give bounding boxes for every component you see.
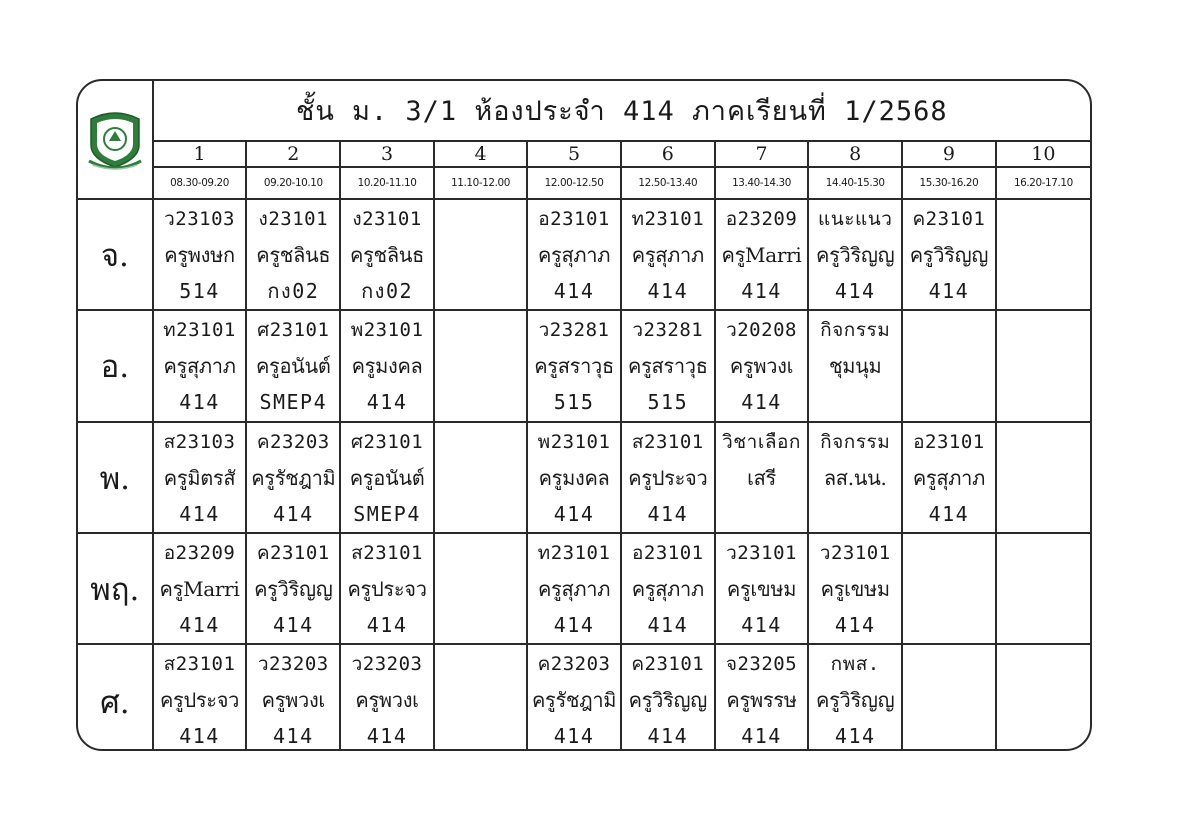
teacher-name — [435, 682, 526, 718]
period-number: 9 — [902, 141, 996, 167]
timetable-cell — [434, 199, 527, 310]
subject-code: ส23101 — [631, 431, 704, 453]
room-number: 414 — [647, 279, 689, 303]
teacher-name: ครูมงคล — [351, 354, 423, 378]
day-row — [78, 422, 1090, 533]
timetable-cell — [808, 644, 902, 751]
room-number: 414 — [366, 724, 408, 748]
subject-code — [903, 312, 995, 348]
teacher-name — [903, 682, 995, 718]
logo-cell — [78, 81, 153, 199]
teacher-name — [997, 348, 1090, 384]
subject-code: ส23101 — [163, 653, 236, 675]
timetable-cell — [621, 422, 715, 533]
teacher-name: ครูพวงเ — [355, 688, 419, 712]
timetable-cell — [902, 422, 996, 533]
teacher-name: ครูมงคล — [538, 466, 610, 490]
room-number: 414 — [179, 390, 220, 414]
teacher-name: ลส.นน. — [823, 466, 887, 490]
room-number: SMEP4 — [353, 502, 421, 526]
subject-code: อ23209 — [163, 542, 236, 564]
subject-code: กิจกรรม — [820, 319, 891, 341]
timetable-cell — [808, 422, 902, 533]
day-label: จ. — [78, 199, 153, 310]
room-number — [809, 496, 901, 532]
teacher-name: ครูสุภาภ — [631, 577, 704, 601]
teacher-name: ครูรัชฎามิ — [531, 688, 617, 712]
teacher-name: ครูวิริญญ — [628, 688, 707, 712]
room-number: 414 — [741, 613, 782, 637]
room-number — [997, 607, 1090, 643]
subject-code — [435, 535, 526, 571]
teacher-name: ชุมนุม — [829, 354, 882, 378]
teacher-name — [435, 237, 526, 273]
subject-code: อ23101 — [913, 431, 985, 453]
room-number: 414 — [928, 279, 970, 303]
room-number: กง02 — [361, 279, 414, 303]
room-number: 514 — [179, 279, 220, 303]
timetable-cell — [996, 422, 1090, 533]
timetable-grid — [78, 81, 1090, 751]
timetable-cell — [246, 422, 340, 533]
room-number: 414 — [272, 502, 314, 526]
timetable-cell — [808, 533, 902, 644]
teacher-name: ครูMarri — [721, 243, 802, 267]
room-number: 414 — [553, 724, 595, 748]
teacher-name: ครูรัชฎามิ — [251, 466, 336, 490]
period-time: 08.30-09.20 — [153, 167, 247, 199]
subject-code: พ23101 — [350, 319, 424, 341]
subject-code — [435, 201, 526, 237]
day-label: พฤ. — [78, 533, 153, 644]
subject-code — [997, 535, 1090, 571]
timetable-cell — [808, 199, 902, 310]
period-time: 12.00-12.50 — [527, 167, 621, 199]
room-number: 414 — [647, 502, 689, 526]
timetable-cell — [527, 644, 621, 751]
timetable-cell — [340, 422, 434, 533]
room-number — [716, 496, 808, 532]
subject-code: ส23101 — [351, 542, 423, 564]
room-number: 414 — [647, 613, 689, 637]
room-number: 414 — [179, 502, 220, 526]
period-time: 15.30-16.20 — [902, 167, 996, 199]
teacher-name: ครูสุภาภ — [163, 354, 236, 378]
period-number: 8 — [808, 141, 902, 167]
timetable-cell — [715, 422, 809, 533]
teacher-name: ครูประจว — [159, 688, 240, 712]
room-number — [435, 273, 526, 309]
period-time: 13.40-14.30 — [715, 167, 809, 199]
room-number: 414 — [834, 613, 876, 637]
timetable-cell — [621, 644, 715, 751]
room-number: 414 — [741, 390, 782, 414]
period-time: 11.10-12.00 — [434, 167, 527, 199]
room-number: 414 — [553, 613, 595, 637]
timetable-cell — [996, 310, 1090, 422]
teacher-name — [435, 571, 526, 607]
timetable-cell — [996, 644, 1090, 751]
teacher-name: ครูวิริญญ — [909, 243, 989, 267]
period-number: 3 — [340, 141, 434, 167]
subject-code: จ23205 — [725, 653, 798, 675]
room-number: SMEP4 — [259, 390, 328, 414]
teacher-name: ครูสุภาภ — [631, 243, 704, 267]
subject-code: ว23101 — [726, 542, 797, 564]
timetable-cell — [153, 310, 247, 422]
period-number: 5 — [527, 141, 621, 167]
teacher-name: ครูวิริญญ — [254, 577, 333, 601]
period-number: 4 — [434, 141, 527, 167]
teacher-name: ครูสุภาภ — [912, 466, 985, 490]
room-number: 414 — [366, 613, 408, 637]
timetable-cell — [434, 310, 527, 422]
teacher-name — [997, 571, 1090, 607]
timetable-cell — [153, 199, 247, 310]
day-label: อ. — [78, 310, 153, 422]
timetable-cell — [527, 533, 621, 644]
timetable-cell — [246, 644, 340, 751]
room-number — [997, 718, 1090, 751]
room-number — [997, 384, 1090, 420]
timetable-cell — [621, 310, 715, 422]
subject-code — [435, 646, 526, 682]
teacher-name — [903, 348, 995, 384]
room-number: 414 — [179, 724, 220, 748]
teacher-name: ครูสราวุธ — [534, 354, 614, 378]
timetable-cell — [340, 310, 434, 422]
room-number: 414 — [366, 390, 408, 414]
teacher-name: ครูพงษก — [164, 243, 235, 267]
day-row — [78, 310, 1090, 422]
teacher-name — [435, 460, 526, 496]
timetable-cell — [527, 422, 621, 533]
room-number: 414 — [928, 502, 970, 526]
room-number — [809, 384, 901, 420]
subject-code: ค23203 — [537, 653, 611, 675]
teacher-name: ครูสราวุธ — [627, 354, 708, 378]
subject-code — [997, 201, 1090, 237]
timetable-cell — [340, 199, 434, 310]
subject-code — [997, 646, 1090, 682]
timetable-cell — [996, 533, 1090, 644]
teacher-name: ครูอนันต์ — [255, 354, 331, 378]
teacher-name — [997, 460, 1090, 496]
timetable-cell — [902, 199, 996, 310]
page-title: ชั้น ม. 3/1 ห้องประจำ 414 ภาคเรียนที่ 1/2568 — [153, 81, 1090, 141]
teacher-name: ครูประจว — [347, 577, 427, 601]
room-number — [435, 496, 526, 532]
timetable-cell — [902, 533, 996, 644]
day-row — [78, 199, 1090, 310]
teacher-name — [997, 682, 1090, 718]
day-label: พ. — [78, 422, 153, 533]
subject-code — [435, 312, 526, 348]
room-number: 414 — [834, 724, 876, 748]
timetable-cell — [246, 310, 340, 422]
room-number — [435, 607, 526, 643]
period-time: 16.20-17.10 — [996, 167, 1090, 199]
room-number: 515 — [553, 390, 595, 414]
teacher-name — [997, 237, 1090, 273]
timetable-sheet — [76, 79, 1092, 751]
subject-code: กพส. — [830, 653, 880, 675]
timetable-cell — [715, 310, 809, 422]
teacher-name: ครูเขษม — [726, 577, 797, 601]
subject-code — [997, 312, 1090, 348]
room-number — [997, 496, 1090, 532]
room-number: 414 — [553, 502, 595, 526]
subject-code: อ23209 — [725, 208, 798, 230]
subject-code: อ23101 — [632, 542, 704, 564]
timetable-cell — [621, 533, 715, 644]
timetable-cell — [902, 310, 996, 422]
timetable-cell — [246, 199, 340, 310]
room-number: 414 — [741, 724, 782, 748]
room-number: กง02 — [267, 279, 320, 303]
period-time: 12.50-13.40 — [621, 167, 715, 199]
subject-code: กิจกรรม — [820, 431, 891, 453]
teacher-name — [435, 348, 526, 384]
subject-code: ง23101 — [258, 208, 329, 230]
timetable-cell — [715, 199, 809, 310]
subject-code: ง23101 — [352, 208, 422, 230]
timetable-cell — [715, 533, 809, 644]
teacher-name: ครูมิตรสั — [163, 466, 236, 490]
subject-code — [997, 424, 1090, 460]
room-number: 414 — [179, 613, 220, 637]
subject-code: ท23101 — [163, 319, 236, 341]
teacher-name: ครูพรรษ — [726, 688, 797, 712]
subject-code — [903, 646, 995, 682]
teacher-name: ครูประจว — [628, 466, 708, 490]
room-number: 414 — [741, 279, 782, 303]
subject-code: ท23101 — [631, 208, 705, 230]
period-number: 6 — [621, 141, 715, 167]
period-number: 10 — [996, 141, 1090, 167]
room-number — [903, 384, 995, 420]
room-number: 515 — [647, 390, 689, 414]
room-number: 414 — [834, 279, 876, 303]
subject-code: ว20208 — [726, 319, 797, 341]
teacher-name: ครูพวงเ — [261, 688, 325, 712]
subject-code: อ23101 — [538, 208, 610, 230]
school-crest-icon — [85, 103, 145, 173]
teacher-name: ครูสุภาภ — [537, 577, 611, 601]
period-number-row — [78, 141, 1090, 167]
period-time: 09.20-10.10 — [246, 167, 340, 199]
teacher-name: ครูอนันต์ — [349, 466, 425, 490]
subject-code: ค23101 — [912, 208, 986, 230]
subject-code: ค23101 — [256, 542, 330, 564]
timetable-cell — [340, 644, 434, 751]
room-number: 414 — [272, 724, 314, 748]
teacher-name: ครูชลินธ — [256, 243, 331, 267]
subject-code: ท23101 — [537, 542, 611, 564]
period-time: 14.40-15.30 — [808, 167, 902, 199]
teacher-name — [903, 571, 995, 607]
timetable-cell — [340, 533, 434, 644]
teacher-name: ครูวิริญญ — [816, 688, 895, 712]
subject-code: ศ23101 — [257, 319, 330, 341]
period-number: 2 — [246, 141, 340, 167]
day-row — [78, 644, 1090, 751]
room-number — [903, 607, 995, 643]
subject-code: แนะแนว — [818, 208, 893, 230]
teacher-name: ครูสุภาภ — [537, 243, 611, 267]
timetable-cell — [808, 310, 902, 422]
timetable-cell — [153, 533, 247, 644]
subject-code: วิชาเลือก — [722, 431, 801, 453]
period-time: 10.20-11.10 — [340, 167, 434, 199]
timetable-cell — [902, 644, 996, 751]
room-number: 414 — [553, 279, 595, 303]
title-row — [78, 81, 1090, 141]
room-number — [435, 384, 526, 420]
subject-code: ว23203 — [257, 653, 329, 675]
timetable-cell — [153, 422, 247, 533]
subject-code: ศ23101 — [350, 431, 424, 453]
teacher-name: ครูวิริญญ — [816, 243, 895, 267]
teacher-name: ครูพวงเ — [729, 354, 794, 378]
subject-code: ว23101 — [819, 542, 891, 564]
timetable-cell — [434, 644, 527, 751]
subject-code — [903, 535, 995, 571]
room-number: 414 — [272, 613, 314, 637]
timetable-cell — [434, 533, 527, 644]
teacher-name: ครูเขษม — [820, 577, 890, 601]
period-number: 7 — [715, 141, 809, 167]
subject-code: ว23281 — [632, 319, 704, 341]
room-number: 414 — [647, 724, 689, 748]
teacher-name: เสรี — [747, 466, 776, 490]
subject-code: ค23203 — [256, 431, 330, 453]
teacher-name: ครูMarri — [159, 577, 240, 601]
subject-code: พ23101 — [537, 431, 611, 453]
timetable-cell — [434, 422, 527, 533]
teacher-name: ครูชลินธ — [350, 243, 425, 267]
subject-code: ว23281 — [538, 319, 610, 341]
timetable-cell — [715, 644, 809, 751]
room-number — [903, 718, 995, 751]
room-number — [997, 273, 1090, 309]
timetable-cell — [621, 199, 715, 310]
period-number: 1 — [153, 141, 247, 167]
period-time-row — [78, 167, 1090, 199]
subject-code: ว23203 — [351, 653, 423, 675]
day-row — [78, 533, 1090, 644]
day-label: ศ. — [78, 644, 153, 751]
subject-code: ส23103 — [163, 431, 236, 453]
room-number — [435, 718, 526, 751]
subject-code: ว23103 — [164, 208, 235, 230]
timetable-cell — [153, 644, 247, 751]
timetable-cell — [246, 533, 340, 644]
subject-code: ค23101 — [631, 653, 705, 675]
timetable-cell — [527, 310, 621, 422]
subject-code — [435, 424, 526, 460]
timetable-cell — [527, 199, 621, 310]
timetable-cell — [996, 199, 1090, 310]
